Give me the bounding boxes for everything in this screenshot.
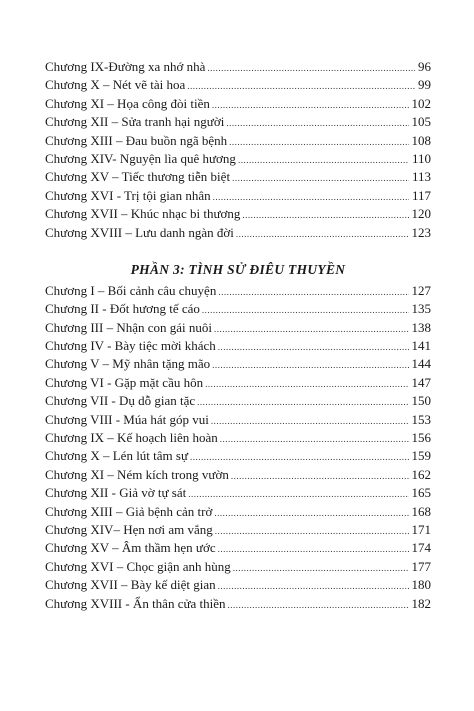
toc-entry-title: Chương IX-Đường xa nhớ nhà [45,59,206,74]
toc-entry-page-number: 99 [418,77,431,93]
toc-entry [45,337,431,355]
toc-entry-title: Chương XIV– Hẹn nơi am vắng [45,521,213,537]
toc-entry-title: Chương XV – Âm thầm hẹn ước [45,540,216,556]
toc-entry-title: Chương IX – Kế hoạch liên hoàn [45,430,218,446]
toc-entry-page-number: 174 [411,540,431,556]
dot-leader [218,540,409,558]
toc-entry [45,319,431,337]
toc-entry-page-number: 182 [411,595,431,611]
toc-entry-title: Chương XVI – Chọc giận anh hùng [45,558,231,574]
dot-leader [228,596,409,614]
toc-entry-title: Chương VI - Gặp mặt cầu hôn [45,374,204,390]
toc-entry-page-number: 168 [411,503,431,519]
dot-leader [212,96,409,114]
toc-entry [45,576,431,594]
dot-leader [233,559,409,577]
toc-entry-title: Chương XVIII – Lưu danh ngàn đời [45,224,234,240]
dot-leader [236,225,409,243]
toc-entry-page-number: 123 [411,224,431,240]
toc-entry [45,150,431,168]
toc-entry-title: Chương VIII - Múa hát góp vui [45,411,209,427]
toc-entry-page-number: 105 [411,114,431,130]
dot-leader [202,301,409,319]
toc-entry-page-number: 102 [411,95,431,111]
dot-leader [188,485,408,503]
toc-entry-title: Chương VII - Dụ dỗ gian tặc [45,393,196,409]
toc-entry-title: Chương XV – Tiếc thương tiễn biệt [45,169,231,185]
toc-entry-page-number: 117 [411,187,431,203]
toc-entry-page-number: 96 [418,59,431,74]
toc-entry-page-number: 150 [411,393,431,409]
toc-entry [45,95,431,113]
toc-entry [45,113,431,131]
toc-entry-title: Chương XIII – Đau buồn ngã bệnh [45,132,228,148]
section-heading-part3: PHẦN 3: TÌNH SỬ ĐIÊU THUYỀN [130,261,346,277]
toc-entry [45,411,431,429]
toc-entry-title: Chương XI – Ném kích trong vườn [45,466,229,482]
dot-leader [215,522,409,540]
toc-entry-page-number: 110 [411,150,431,166]
dot-leader [242,206,408,224]
toc-entry-page-number: 153 [411,411,431,427]
toc-entry [45,224,431,242]
toc-entry [45,205,431,223]
toc-entry-title: Chương XVII – Bày kế diệt gian [45,577,216,593]
toc-entry-page-number: 144 [411,356,431,372]
toc-entry [45,558,431,576]
dot-leader [213,188,409,206]
dot-leader [232,169,409,187]
toc-entry-page-number: 138 [411,319,431,335]
toc-entry-title: Chương X – Nét vẽ tài hoa [45,77,186,93]
toc-entry-page-number: 135 [411,301,431,317]
toc-entry [45,521,431,539]
dot-leader [226,114,408,132]
toc-entry-title: Chương XVII – Khúc nhạc bi thương [45,206,241,222]
dot-leader [190,448,408,466]
dot-leader [211,412,409,430]
toc-entry-title: Chương X – Lén lút tâm sự [45,448,189,464]
dot-leader [218,577,409,595]
toc-part3-list [45,282,431,613]
dot-leader [187,77,415,95]
dot-leader [229,133,408,151]
toc-entry [45,539,431,557]
toc-part1-list [45,58,431,242]
toc-entry [45,168,431,186]
table-of-contents [45,58,431,613]
toc-entry-page-number: 127 [411,282,431,298]
toc-entry-page-number: 156 [411,430,431,446]
dot-leader [207,59,415,77]
toc-entry-page-number: 113 [411,169,431,185]
dot-leader [212,356,408,374]
toc-entry [45,132,431,150]
toc-entry-title: Chương I – Bối cảnh câu chuyện [45,282,217,298]
toc-entry-title: Chương V – Mỹ nhân tặng mão [45,356,211,372]
toc-entry [45,355,431,373]
toc-entry [45,595,431,613]
toc-entry [45,503,431,521]
toc-entry [45,484,431,502]
toc-entry-title: Chương XVI - Trị tội gian nhân [45,187,211,203]
toc-entry-page-number: 108 [411,132,431,148]
toc-entry [45,187,431,205]
toc-entry-title: Chương III – Nhận con gái nuôi [45,319,213,335]
toc-entry-title: Chương II - Đốt hương tế cáo [45,301,200,317]
toc-entry-page-number: 171 [411,521,431,537]
dot-leader [205,375,408,393]
toc-entry-title: Chương XVIII - Ẩn thân cửa thiền [45,595,226,611]
toc-entry-page-number: 165 [411,485,431,501]
dot-leader [238,151,409,169]
toc-entry-title: Chương XII - Giả vờ tự sát [45,485,187,501]
toc-entry-title: Chương XI – Họa công đòi tiền [45,95,210,111]
dot-leader [220,430,409,448]
toc-entry-title: Chương XIV- Nguyện lìa quê hương [45,150,236,166]
toc-entry [45,429,431,447]
toc-entry [45,76,431,94]
toc-entry-page-number: 177 [411,558,431,574]
dot-leader [218,338,409,356]
toc-entry-page-number: 180 [411,577,431,593]
toc-entry [45,300,431,318]
toc-entry [45,447,431,465]
toc-entry [45,374,431,392]
toc-entry [45,392,431,410]
toc-entry-page-number: 141 [411,338,431,354]
toc-entry-title: Chương IV - Bày tiệc mời khách [45,338,216,354]
dot-leader [231,467,409,485]
toc-entry-page-number: 120 [411,206,431,222]
toc-entry [45,466,431,484]
toc-entry [45,282,431,300]
toc-entry-page-number: 147 [411,374,431,390]
toc-entry [45,58,431,76]
toc-entry-title: Chương XII – Sửa tranh hại người [45,114,225,130]
dot-leader [218,283,408,301]
toc-entry-title: Chương XIII – Giả bệnh cản trở [45,503,213,519]
toc-entry-page-number: 162 [411,466,431,482]
dot-leader [197,393,408,411]
toc-entry-page-number: 159 [411,448,431,464]
dot-leader [214,320,408,338]
dot-leader [214,504,408,522]
